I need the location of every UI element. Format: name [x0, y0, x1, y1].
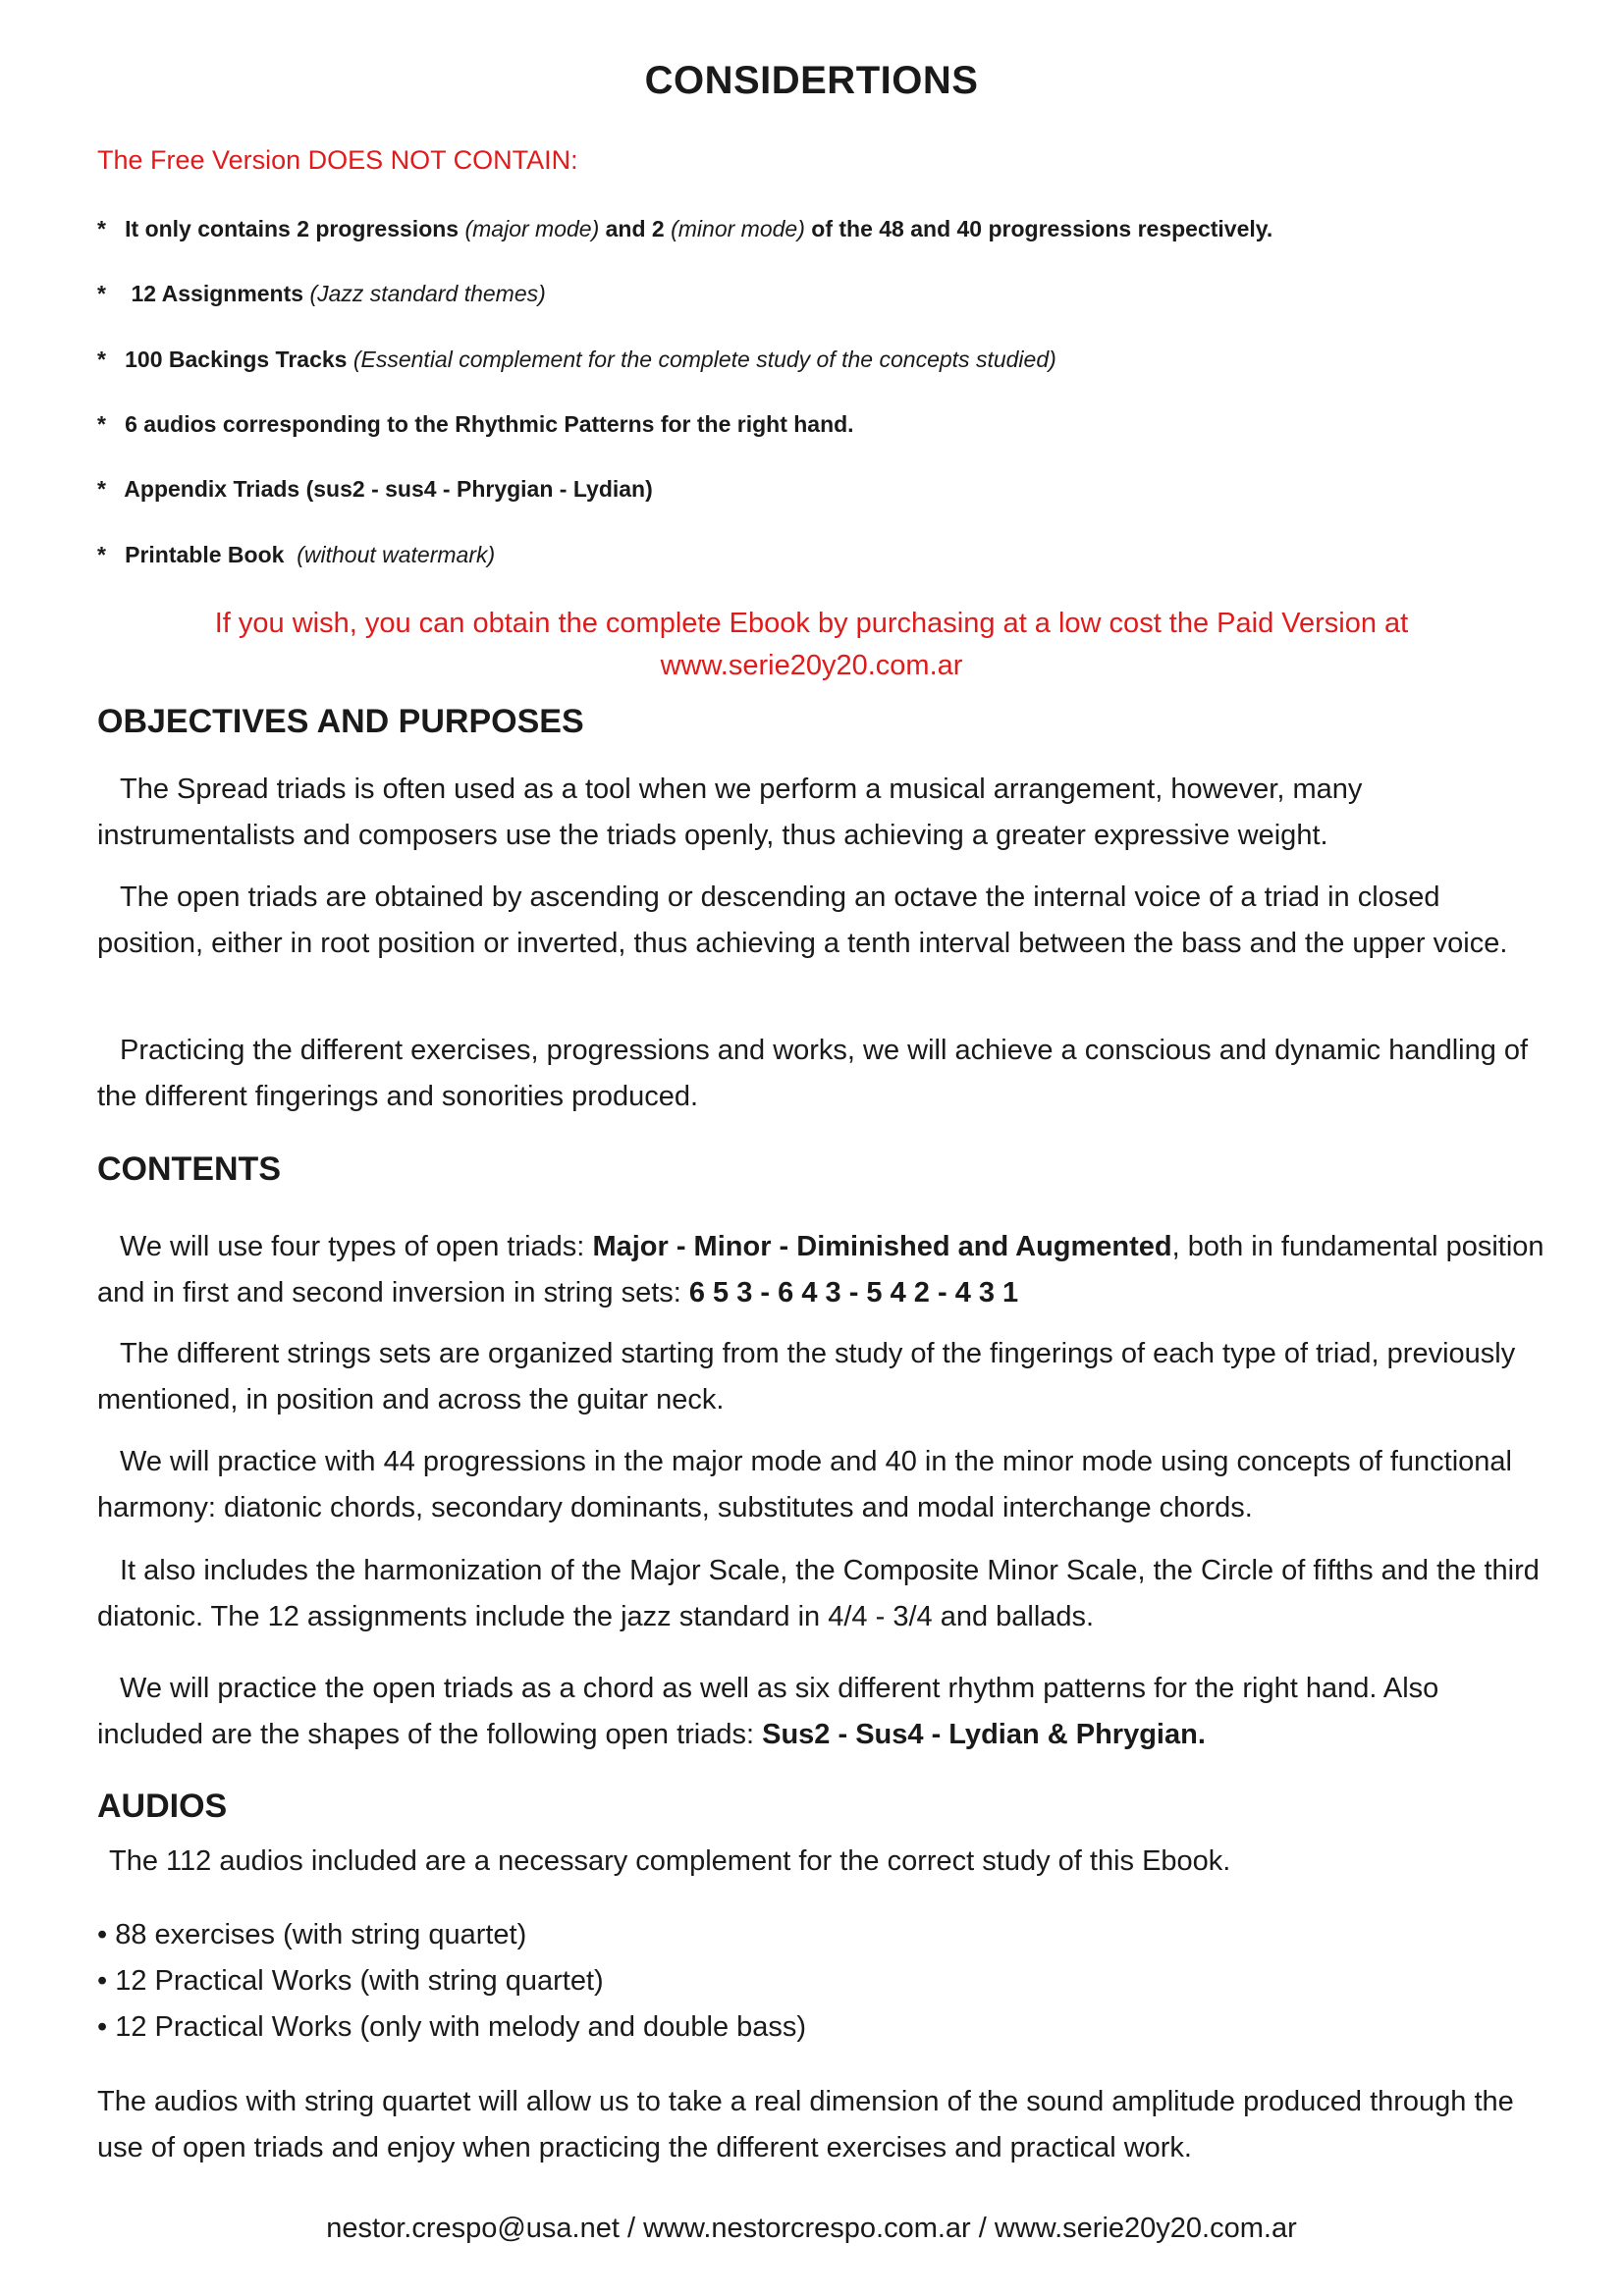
page-title: CONSIDERTIONS	[644, 59, 979, 102]
contents-paragraph-3	[97, 1439, 1550, 1531]
triad-types: Major - Minor - Diminished and Augmented	[592, 1231, 1172, 1262]
free-item-text: of the 48 and 40 progressions respectively.	[811, 216, 1273, 241]
contents-heading: CONTENTS	[97, 1150, 281, 1188]
free-item-note: (without watermark)	[297, 542, 496, 567]
free-item-text: It only contains 2 progressions	[125, 216, 460, 241]
audios-intro: The 112 audios included are a necessary complement for the correct study of this Ebook.	[109, 1845, 1231, 1877]
contents-paragraph-4	[97, 1548, 1550, 1640]
bullet-star: *	[97, 542, 106, 567]
free-item-text: and 2	[605, 216, 665, 241]
free-item-text: 12 Assignments	[131, 281, 304, 306]
objectives-paragraph-2	[97, 875, 1550, 967]
paragraph-text: , both in fundamental position and in first and second inversion in string sets:	[97, 1231, 1544, 1308]
audios-heading: AUDIOS	[97, 1788, 228, 1825]
footer-contact: nestor.crespo@usa.net / www.nestorcrespo.com.ar / www.serie20y20.com.ar	[326, 2213, 1297, 2244]
free-item-progressions	[97, 216, 1272, 242]
free-item-audios	[97, 411, 854, 438]
objectives-paragraph-1	[97, 767, 1550, 859]
paragraph-text: It also includes the harmonization of the Major Scale, the Composite Minor Scale, the Circle of fifths and the third diatonic. The 12 assignments include the jazz standard in 4/4 - 3/4 and ballads.	[97, 1555, 1540, 1632]
paragraph-text: The different strings sets are organized starting from the study of the fingerings of each type of triad, previously mentioned, in position and across the guitar neck.	[97, 1338, 1516, 1415]
paid-version-promo	[0, 603, 1623, 687]
audio-list-item: • 12 Practical Works (with string quartet)	[97, 1965, 604, 1997]
bullet-star: *	[97, 281, 106, 306]
free-item-note: (Essential complement for the complete study of the concepts studied)	[352, 347, 1056, 372]
paragraph-text: We will use four types of open triads:	[120, 1231, 585, 1262]
free-item-text: Appendix Triads (sus2 - sus4 - Phrygian - Lydian)	[124, 476, 653, 502]
extra-shapes: Sus2 - Sus4 - Lydian & Phrygian.	[762, 1719, 1206, 1750]
paragraph-text: The Spread triads is often used as a tool when we perform a musical arrangement, however, many instrumentalists and composers use the triads openly, thus achieving a greater expressive weight.	[97, 774, 1363, 851]
audio-list-item: • 88 exercises (with string quartet)	[97, 1919, 527, 1950]
free-item-note: (Jazz standard themes)	[309, 281, 546, 306]
objectives-paragraph-3	[97, 1028, 1550, 1120]
contents-paragraph-5	[97, 1666, 1550, 1758]
paragraph-text: We will practice the open triads as a chord as well as six different rhythm patterns for the right hand. Also included are the shapes of the following open triads:	[97, 1673, 1439, 1750]
free-item-text: 6 audios corresponding to the Rhythmic Patterns for the right hand.	[125, 411, 854, 437]
string-sets: 6 5 3 - 6 4 3 - 5 4 2 - 4 3 1	[688, 1277, 1019, 1308]
contents-paragraph-1	[97, 1224, 1550, 1316]
free-item-backing-tracks	[97, 347, 1056, 373]
bullet-star: *	[97, 411, 106, 437]
free-item-note: (major mode)	[464, 216, 600, 241]
free-version-heading: The Free Version DOES NOT CONTAIN:	[97, 145, 578, 175]
promo-link[interactable]: www.serie20y20.com.ar	[660, 650, 963, 681]
free-item-text: 100 Backings Tracks	[125, 347, 348, 372]
bullet-star: *	[97, 347, 106, 372]
objectives-heading: OBJECTIVES AND PURPOSES	[97, 703, 584, 740]
paragraph-text: We will practice with 44 progressions in the major mode and 40 in the minor mode using concepts of functional harmony: diatonic chords, secondary dominants, substitutes and modal interchange chords.	[97, 1446, 1512, 1523]
paragraph-text: The open triads are obtained by ascending or descending an octave the internal voice of a triad in closed position, either in root position or inverted, thus achieving a tenth interval between the bass and the upper voice.	[97, 881, 1508, 959]
free-item-assignments	[97, 281, 546, 307]
audios-closing: The audios with string quartet will allow us to take a real dimension of the sound amplitude produced through the use of open triads and enjoy when practicing the different exercises and practical work.	[97, 2086, 1514, 2163]
promo-text: If you wish, you can obtain the complete Ebook by purchasing at a low cost the Paid Version at	[214, 608, 1409, 639]
bullet-star: *	[97, 476, 106, 502]
audio-list-item: • 12 Practical Works (only with melody and double bass)	[97, 2011, 807, 2043]
free-item-text: Printable Book	[125, 542, 285, 567]
free-item-printable-book	[97, 542, 495, 568]
paragraph-text: Practicing the different exercises, progressions and works, we will achieve a conscious and dynamic handling of the different fingerings and sonorities produced.	[97, 1035, 1529, 1112]
free-item-appendix	[97, 476, 653, 503]
free-item-note: (minor mode)	[671, 216, 805, 241]
bullet-star: *	[97, 216, 106, 241]
contents-paragraph-2	[97, 1331, 1550, 1423]
